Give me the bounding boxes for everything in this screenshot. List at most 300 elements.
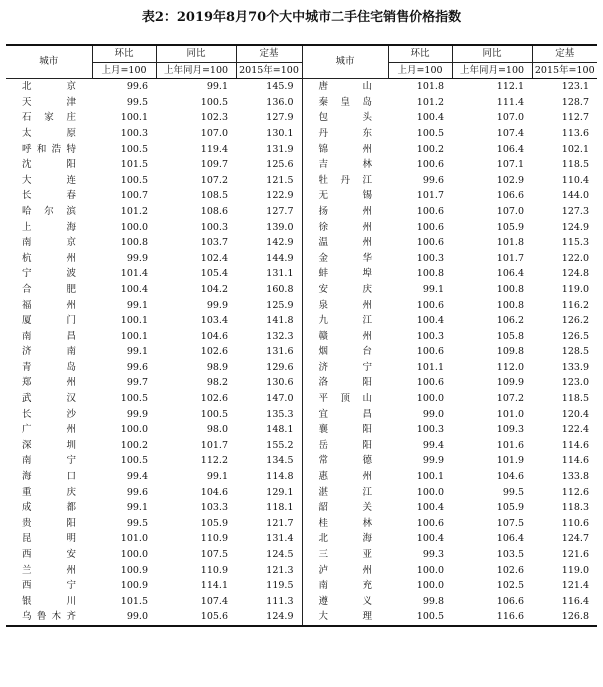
tb-value: 109.9 [496,377,524,389]
table-row [6,360,597,376]
tb-value: 100.5 [200,96,228,108]
tb-value: 102.4 [200,252,228,264]
tb-value: 101.6 [496,439,524,451]
city-name: 太原 [22,127,76,139]
tb-value: 108.6 [200,205,228,217]
tb-value: 102.3 [200,112,228,124]
city-name: 南充 [302,578,388,594]
city-name: 银川 [22,595,76,607]
tb-value: 103.3 [200,502,228,514]
hb-value: 99.0 [422,408,444,420]
dj-value: 144.0 [561,190,589,202]
hb-value: 100.4 [120,283,148,295]
city-name: 大连 [22,174,76,186]
city-name: 兰州 [22,564,76,576]
tb-value: 112.2 [200,455,228,467]
tb-value: 111.4 [496,96,524,108]
dj-sub-right: 2015年=100 [532,62,597,79]
table-row [6,204,597,220]
tb-value: 99.1 [206,471,228,483]
tb-value: 101.7 [496,252,524,264]
hb-value: 99.9 [126,408,148,420]
city-name: 丹东 [302,126,388,142]
hb-value: 99.6 [126,361,148,373]
hb-value: 100.3 [416,252,444,264]
dj-value: 133.8 [561,471,589,483]
city-name: 杭州 [22,252,76,264]
tb-value: 116.6 [452,609,532,626]
dj-value: 144.9 [266,252,294,264]
dj-value: 131.9 [266,143,294,155]
hb-value: 100.6 [416,299,444,311]
table-row [6,563,597,579]
dj-value: 119.5 [266,580,294,592]
hb-value: 100.5 [120,393,148,405]
city-name: 乌鲁木齐 [6,609,92,626]
city-name: 安庆 [302,282,388,298]
tb-value: 101.8 [496,237,524,249]
city-name: 宜昌 [302,407,388,423]
dj-header-left: 定基 [236,45,302,62]
table-row [6,391,597,407]
city-name: 金华 [302,251,388,267]
dj-value: 121.6 [561,549,589,560]
table-title: 表2：2019年8月70个大中城市二手住宅销售价格指数 [141,10,462,25]
city-name: 蚌埠 [302,266,388,282]
table-row [6,547,597,563]
tb-value: 106.4 [496,533,524,545]
table-row [6,282,597,298]
dj-value: 131.1 [266,268,294,280]
city-name: 呼和浩特 [22,143,76,155]
hb-value: 99.1 [422,283,444,295]
tb-value: 107.2 [496,393,524,405]
dj-value: 131.6 [266,346,294,358]
tb-value: 99.5 [502,486,524,498]
hb-value: 100.6 [416,237,444,249]
dj-value: 129.1 [266,486,294,498]
hb-value: 100.6 [416,159,444,171]
hb-value: 100.4 [416,112,444,124]
table-row [6,516,597,532]
tb-value: 100.3 [200,221,228,233]
dj-value: 116.2 [561,299,589,311]
hb-value: 99.4 [126,471,148,483]
dj-value: 147.0 [266,393,294,405]
city-name: 泸州 [302,563,388,579]
city-header-right: 城市 [302,45,388,79]
hb-value: 101.7 [416,190,444,202]
hb-value: 99.6 [126,81,148,93]
hb-value: 99.6 [422,174,444,186]
tb-value: 107.0 [496,205,524,217]
table-row [6,578,597,594]
hb-value: 100.2 [416,143,444,155]
hb-value: 99.9 [422,455,444,467]
hb-value: 99.5 [126,517,148,529]
table-row [6,173,597,189]
dj-value: 114.6 [561,439,589,451]
city-name: 西宁 [22,580,76,592]
city-name: 湛江 [302,485,388,501]
dj-value: 145.9 [266,81,294,93]
dj-value: 136.0 [266,96,294,108]
dj-header-right: 定基 [532,45,597,62]
city-name: 大理 [302,609,388,626]
city-name: 遵义 [302,594,388,610]
hb-value: 100.0 [416,486,444,498]
hb-value: 99.1 [126,502,148,514]
dj-value: 124.7 [561,533,589,545]
table-row [6,95,597,111]
tb-value: 103.5 [496,549,524,560]
dj-value: 118.5 [561,159,589,171]
dj-value: 130.1 [266,127,294,139]
dj-value: 112.7 [561,112,589,124]
table-row [6,422,597,438]
tb-sub-right: 上年同月=100 [452,62,532,79]
table-row [6,266,597,282]
dj-value: 124.8 [561,268,589,280]
tb-value: 98.2 [206,377,228,389]
dj-value: 110.6 [561,517,589,529]
hb-value: 101.8 [416,81,444,93]
tb-value: 107.4 [200,595,228,607]
city-name: 吉林 [302,157,388,173]
tb-value: 107.2 [200,174,228,186]
tb-value: 106.2 [496,315,524,327]
table-row [6,157,597,173]
tb-value: 112.0 [496,361,524,373]
hb-value: 100.1 [120,112,148,124]
city-name: 牡丹江 [302,173,388,189]
city-name: 韶关 [302,500,388,516]
city-name: 北京 [22,81,76,93]
table-row [6,500,597,516]
hb-value: 100.5 [416,127,444,139]
dj-value: 155.2 [266,439,294,451]
dj-value: 112.6 [561,486,589,498]
city-name: 南宁 [22,455,76,467]
city-name: 福州 [22,299,76,311]
hb-header-left: 环比 [92,45,156,62]
tb-value: 102.6 [200,393,228,405]
tb-value: 104.2 [200,283,228,295]
dj-value: 142.9 [266,237,294,249]
tb-value: 105.6 [156,609,236,626]
table-row [6,609,597,626]
tb-value: 98.0 [206,424,228,436]
dj-value: 123.0 [561,377,589,389]
table-row [6,220,597,236]
hb-value: 100.4 [416,315,444,327]
tb-value: 104.6 [200,486,228,498]
tb-value: 102.5 [496,580,524,592]
hb-value: 100.3 [416,330,444,342]
city-name: 青岛 [22,361,76,373]
tb-value: 103.4 [200,315,228,327]
hb-value: 100.5 [388,609,452,626]
hb-value: 100.6 [416,517,444,529]
hb-value: 100.5 [120,455,148,467]
dj-value: 128.5 [561,346,589,358]
hb-value: 100.0 [416,580,444,592]
hb-value: 100.4 [416,502,444,514]
hb-value: 100.0 [416,393,444,405]
hb-value: 101.4 [120,268,148,280]
dj-value: 126.5 [561,330,589,342]
city-name: 扬州 [302,204,388,220]
dj-value: 148.1 [266,424,294,436]
dj-value: 128.7 [561,96,589,108]
table-row [6,407,597,423]
tb-value: 106.6 [496,190,524,202]
table-row [6,188,597,204]
tb-value: 104.6 [496,471,524,483]
tb-value: 106.4 [496,268,524,280]
dj-value: 122.0 [561,252,589,264]
tb-value: 106.6 [496,595,524,607]
city-name: 广州 [22,424,76,436]
dj-value: 133.9 [561,361,589,373]
tb-value: 119.4 [200,143,228,155]
table-row [6,531,597,547]
dj-value: 132.3 [266,330,294,342]
dj-value: 127.7 [266,205,294,217]
tb-value: 112.1 [496,81,524,93]
hb-value: 100.3 [416,424,444,436]
tb-header-right: 同比 [452,45,532,62]
dj-sub-left: 2015年=100 [236,62,302,79]
tb-value: 101.0 [496,408,524,420]
hb-value: 100.6 [416,205,444,217]
city-name: 宁波 [22,268,76,280]
tb-value: 108.5 [200,190,228,202]
tb-value: 107.5 [496,517,524,529]
dj-value: 121.3 [266,564,294,576]
hb-value: 100.8 [416,268,444,280]
dj-value: 111.3 [266,595,294,607]
city-name: 哈尔滨 [22,205,76,217]
hb-value: 101.5 [120,595,148,607]
dj-value: 114.8 [266,471,294,483]
city-name: 厦门 [22,315,76,327]
dj-value: 160.8 [266,283,294,295]
city-name: 济宁 [302,360,388,376]
dj-value: 131.4 [266,533,294,545]
hb-value: 100.5 [120,143,148,155]
city-name: 常德 [302,453,388,469]
dj-value: 120.4 [561,408,589,420]
hb-sub-left: 上月=100 [92,62,156,79]
dj-value: 113.6 [561,127,589,139]
dj-value: 119.0 [561,564,589,576]
tb-value: 107.0 [496,112,524,124]
city-name: 九江 [302,313,388,329]
city-name: 惠州 [302,469,388,485]
dj-value: 139.0 [266,221,294,233]
table-row [6,79,597,95]
hb-value: 100.8 [120,237,148,249]
dj-value: 119.0 [561,283,589,295]
city-name: 包头 [302,110,388,126]
table-row [6,110,597,126]
dj-value: 126.2 [561,315,589,327]
city-name: 天津 [22,96,76,108]
city-name: 深圳 [22,439,76,451]
tb-value: 100.8 [496,299,524,311]
hb-value: 100.1 [416,471,444,483]
table-row [6,438,597,454]
hb-value: 100.9 [120,580,148,592]
dj-value: 125.9 [266,299,294,311]
hb-value: 100.6 [416,221,444,233]
city-name: 温州 [302,235,388,251]
table-row [6,142,597,158]
dj-value: 127.3 [561,205,589,217]
dj-value: 102.1 [561,143,589,155]
city-name: 秦皇岛 [302,95,388,111]
city-name: 唐山 [302,79,388,95]
tb-value: 110.9 [200,533,228,545]
table-row [6,594,597,610]
hb-sub-right: 上月=100 [388,62,452,79]
city-name: 桂林 [302,516,388,532]
city-name: 石家庄 [22,112,76,124]
table-row [6,453,597,469]
dj-value: 115.3 [561,237,589,249]
city-header-left: 城市 [6,45,92,79]
city-name: 济南 [22,346,76,358]
dj-value: 125.6 [266,159,294,171]
table-row [6,375,597,391]
tb-value: 109.3 [496,424,524,436]
hb-value: 100.7 [120,190,148,202]
city-name: 三亚 [302,547,388,563]
city-name: 无锡 [302,188,388,204]
dj-value: 123.1 [561,81,589,93]
city-name: 长春 [22,190,76,202]
dj-value: 118.1 [266,502,294,514]
dj-value: 134.5 [266,455,294,467]
city-name: 成都 [22,502,76,514]
hb-value: 99.6 [126,486,148,498]
hb-value: 99.4 [422,439,444,451]
dj-value: 118.3 [561,502,589,514]
hb-value: 100.2 [120,439,148,451]
tb-value: 98.9 [206,361,228,373]
hb-value: 100.5 [120,174,148,186]
tb-value: 102.9 [496,174,524,186]
hb-value: 99.7 [126,377,148,389]
city-name: 武汉 [22,393,76,405]
city-name: 昆明 [22,533,76,545]
city-name: 洛阳 [302,375,388,391]
hb-value: 101.1 [416,361,444,373]
tb-value: 104.6 [200,330,228,342]
dj-value: 124.9 [236,609,302,626]
dj-value: 122.4 [561,424,589,436]
dj-value: 129.6 [266,361,294,373]
hb-value: 100.6 [416,346,444,358]
city-name: 锦州 [302,142,388,158]
tb-value: 110.9 [200,564,228,576]
hb-value: 100.1 [120,330,148,342]
tb-value: 109.8 [496,346,524,358]
table-row [6,329,597,345]
hb-value: 101.2 [416,96,444,108]
hb-value: 100.4 [416,533,444,545]
hb-value: 99.8 [422,595,444,607]
hb-value: 100.0 [120,221,148,233]
tb-value: 99.1 [206,81,228,93]
dj-value: 121.7 [266,517,294,529]
tb-value: 102.6 [496,564,524,576]
dj-value: 121.5 [266,174,294,186]
hb-value: 101.2 [120,205,148,217]
tb-value: 105.9 [496,221,524,233]
dj-value: 127.9 [266,112,294,124]
hb-value: 100.1 [120,315,148,327]
city-name: 贵阳 [22,517,76,529]
city-name: 泉州 [302,298,388,314]
city-name: 海口 [22,471,76,483]
hb-value: 100.9 [120,564,148,576]
tb-value: 107.4 [496,127,524,139]
hb-value: 99.1 [126,299,148,311]
table-row [6,251,597,267]
hb-value: 100.3 [120,127,148,139]
tb-value: 105.4 [200,268,228,280]
tb-value: 101.9 [496,455,524,467]
dj-value: 118.5 [561,393,589,405]
dj-value: 141.8 [266,315,294,327]
tb-header-left: 同比 [156,45,236,62]
city-name: 合肥 [22,283,76,295]
table-row [6,313,597,329]
tb-value: 100.8 [496,283,524,295]
hb-value: 100.0 [120,549,148,560]
table-row [6,344,597,360]
tb-value: 103.7 [200,237,228,249]
tb-value: 107.0 [200,127,228,139]
city-name: 长沙 [22,408,76,420]
hb-value: 101.0 [120,533,148,545]
city-name: 岳阳 [302,438,388,454]
hb-value: 101.5 [120,159,148,171]
city-name: 襄阳 [302,422,388,438]
hb-value: 100.6 [416,377,444,389]
dj-value: 121.4 [561,580,589,592]
hb-value: 99.3 [422,549,444,560]
table-row [6,126,597,142]
dj-value: 126.8 [532,609,597,626]
city-name: 赣州 [302,329,388,345]
dj-value: 124.5 [266,549,294,560]
tb-value: 107.5 [200,549,228,560]
city-name: 徐州 [302,220,388,236]
hb-value: 99.1 [126,346,148,358]
tb-value: 114.1 [200,580,228,592]
tb-value: 101.7 [200,439,228,451]
hb-header-right: 环比 [388,45,452,62]
tb-value: 102.6 [200,346,228,358]
city-name: 西安 [22,549,76,560]
dj-value: 114.6 [561,455,589,467]
city-name: 南昌 [22,330,76,342]
city-name: 沈阳 [22,159,76,171]
table-row [6,485,597,501]
